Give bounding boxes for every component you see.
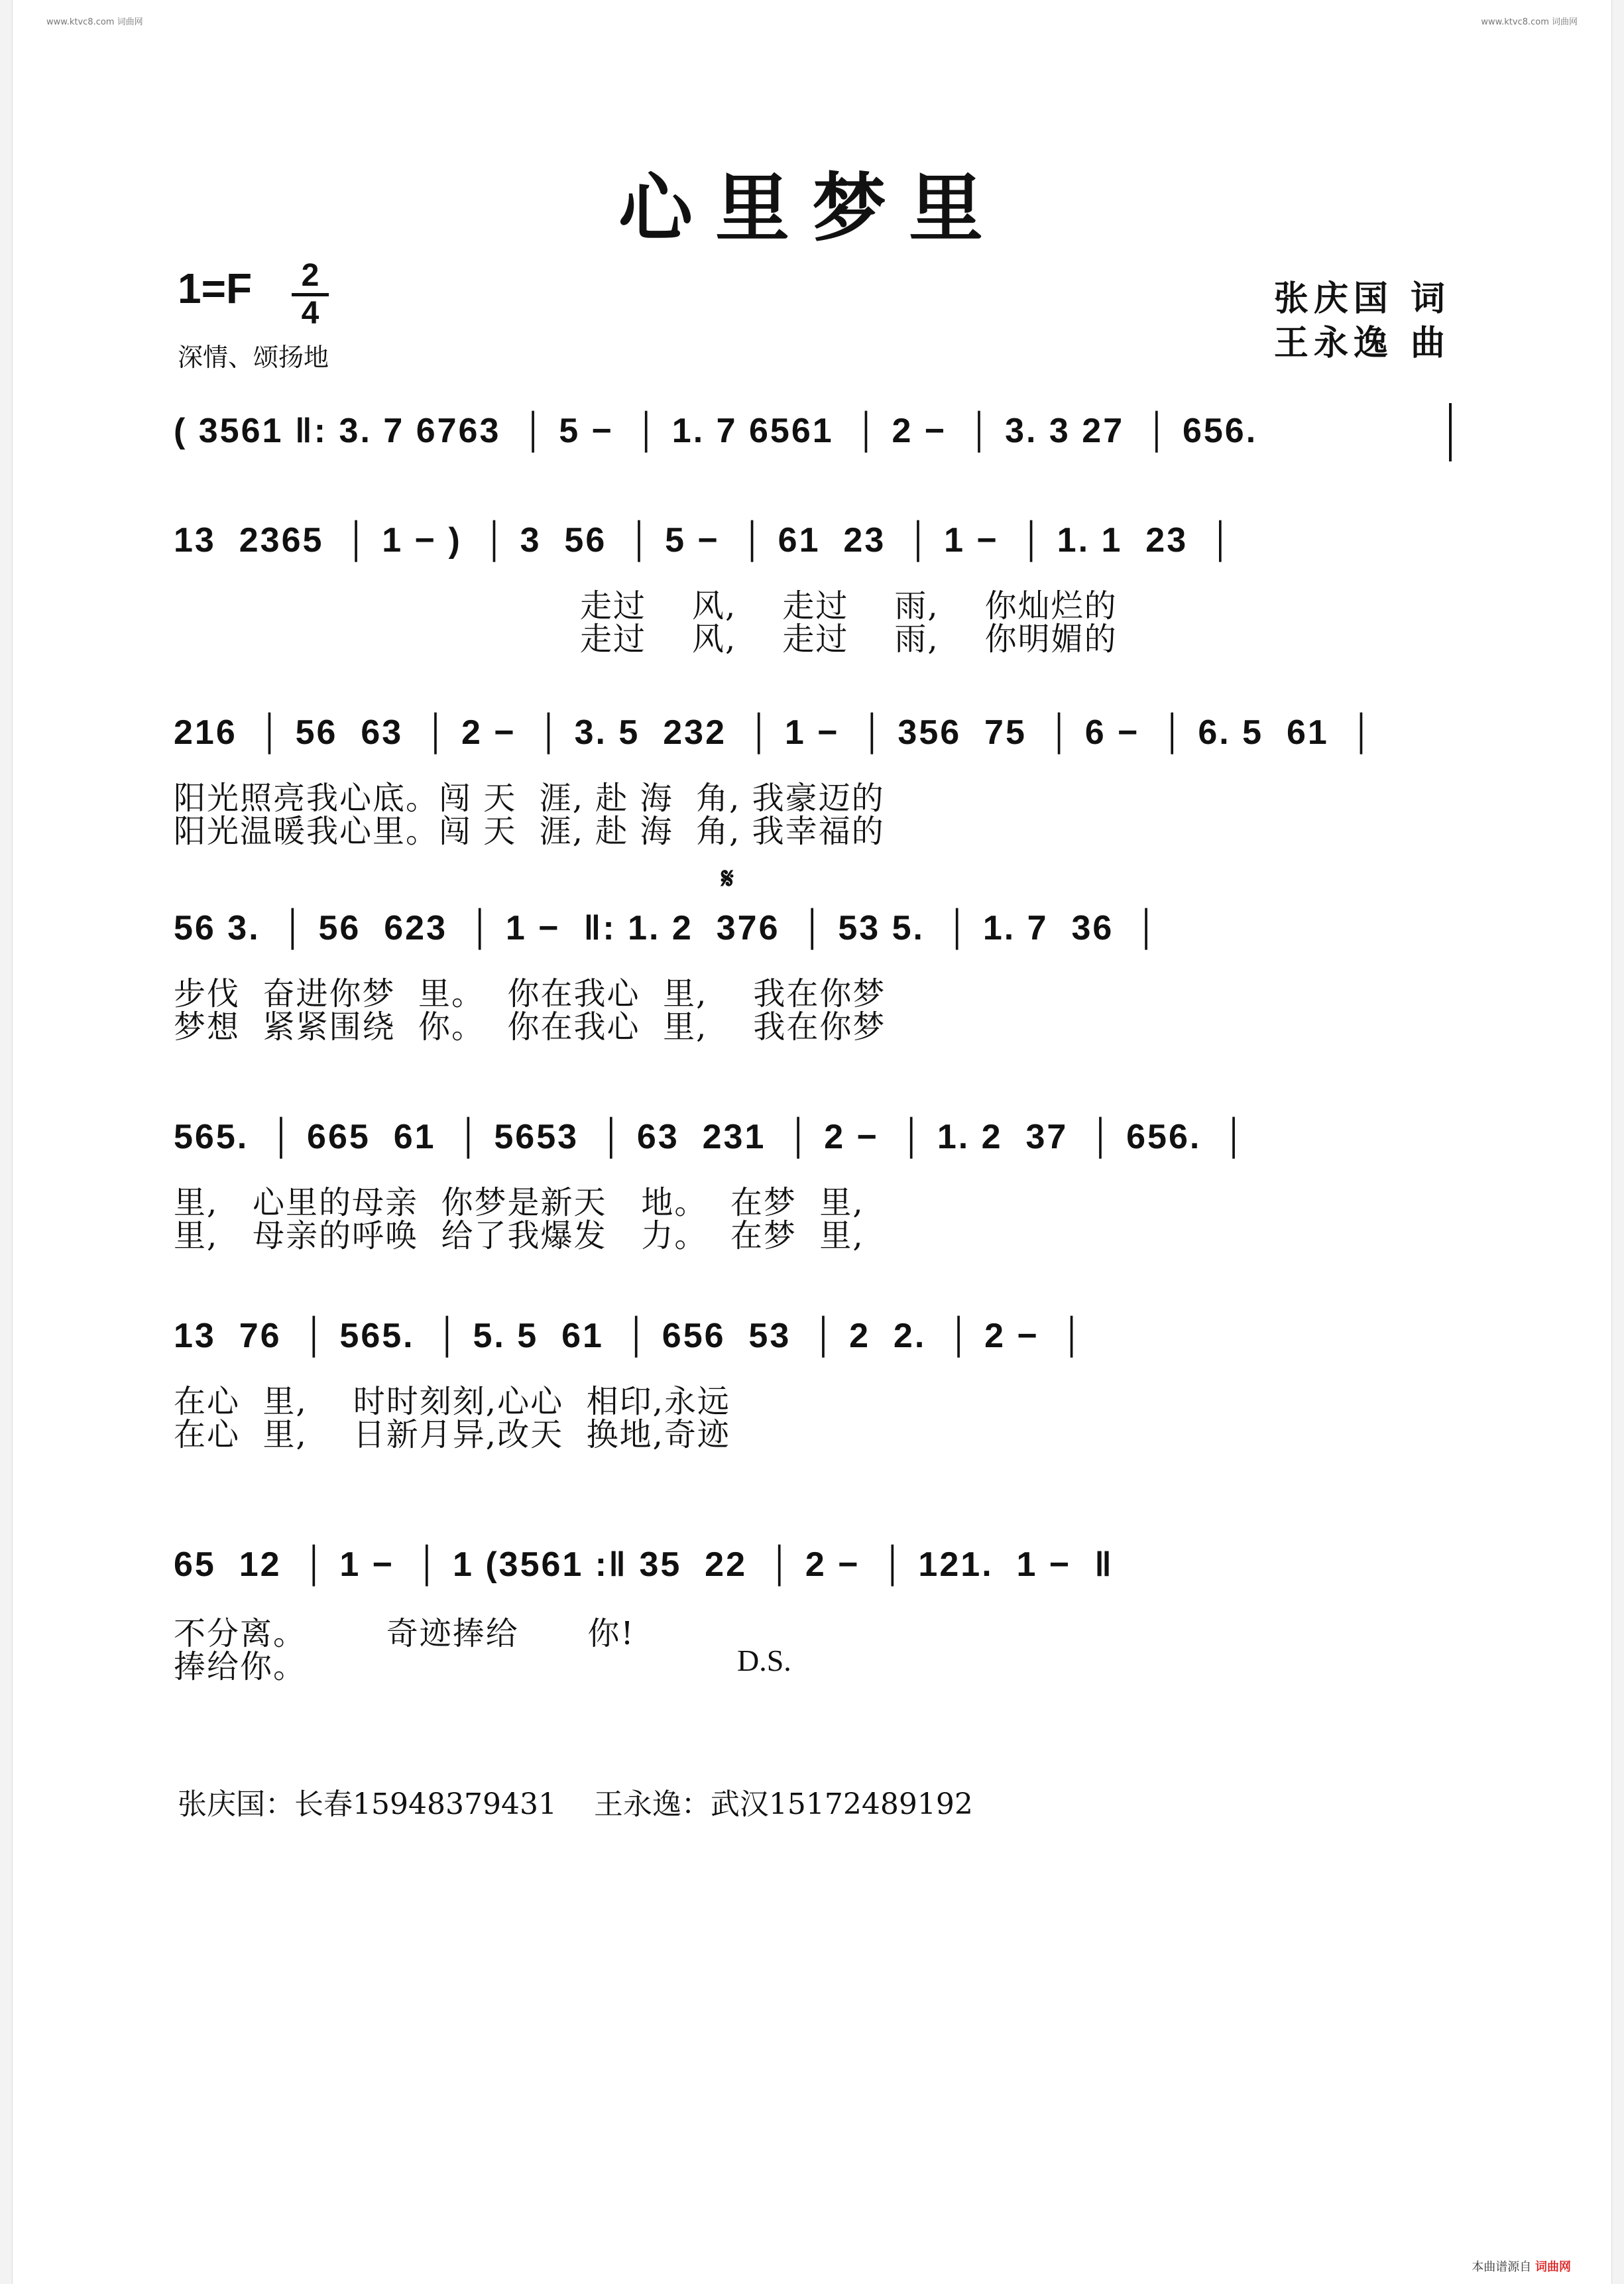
lyricist-credit: 张庆国 词 — [1273, 279, 1450, 319]
score-row-7 — [0, 1532, 1624, 1730]
lyric-verse-2: 在心 里, 日新月异,改天 换地,奇迹 — [174, 1416, 730, 1453]
score-row-5 — [0, 1104, 1624, 1303]
key-signature: 1=F — [178, 265, 253, 312]
notation-line: ( 3561 ‖: 3. 7 6763 │ 5 − │ 1. 7 6561 │ 2 − │ 3. 3 27 │ 656. — [174, 412, 1258, 450]
song-title: 心里梦里 — [618, 165, 1006, 252]
lyric-verse-2: 梦想 紧紧围绕 你。 你在我心 里, 我在你梦 — [174, 1008, 886, 1046]
notation-line: 56 3. │ 56 623 │ 1 − ‖: 1. 2 376 │ 53 5. │ 1. 7 36 │ — [174, 909, 1161, 947]
tempo-marking: 深情、颂扬地 — [178, 343, 329, 372]
lyric-verse-1: 里, 心里的母亲 你梦是新天 地。 在梦 里, — [174, 1184, 864, 1221]
corner-watermark-left: www.ktvc8.com 词曲网 — [46, 17, 143, 27]
score-row-3 — [0, 699, 1624, 898]
corner-watermark-right: www.ktvc8.com 词曲网 — [1481, 17, 1578, 27]
notation-line: 13 2365 │ 1 − ) │ 3 56 │ 5 − │ 61 23 │ 1 − │ 1. 1 23 │ — [174, 521, 1235, 560]
time-signature — [292, 260, 329, 330]
lyric-verse-2: 捧给你。 — [174, 1648, 307, 1685]
source-footer — [1472, 2257, 1571, 2275]
meter-bottom: 4 — [301, 296, 319, 331]
score-row-6 — [0, 1303, 1624, 1502]
notation-line: 65 12 │ 1 − │ 1 (3561 :‖ 35 22 │ 2 − │ 121. 1 − ‖ — [174, 1545, 1114, 1584]
lyric-verse-1: 不分离。 奇迹捧给 你! — [174, 1615, 635, 1652]
score-row-4 — [0, 862, 1624, 1094]
contact-info: 张庆国：长春15948379431 王永逸：武汉15172489192 — [178, 1787, 973, 1821]
end-barline — [1449, 403, 1452, 461]
lyric-verse-1: 步伐 奋进你梦 里。 你在我心 里, 我在你梦 — [174, 975, 886, 1012]
notation-line: 13 76 │ 565. │ 5. 5 61 │ 656 53 │ 2 2. │ 2 − │ — [174, 1317, 1086, 1355]
footer-brand: 词曲网 — [1535, 2260, 1571, 2274]
lyric-verse-2: 阳光温暖我心里。闯 天 涯, 赴 海 角, 我幸福的 — [174, 813, 885, 850]
notation-line: 565. │ 665 61 │ 5653 │ 63 231 │ 2 − │ 1. 2 37 │ 656. │ — [174, 1118, 1248, 1156]
lyric-verse-2: 走过 风, 走过 雨, 你明媚的 — [580, 621, 1118, 658]
meter-top: 2 — [301, 258, 319, 293]
score-row-2 — [0, 507, 1624, 706]
lyric-verse-1: 在心 里, 时时刻刻,心心 相印,永远 — [174, 1383, 730, 1420]
segno-sign: 𝄋 — [721, 862, 734, 896]
lyric-verse-1: 走过 风, 走过 雨, 你灿烂的 — [580, 587, 1118, 625]
lyric-verse-2: 里, 母亲的呼唤 给了我爆发 力。 在梦 里, — [174, 1217, 864, 1254]
ds-marking: D.S. — [737, 1644, 791, 1677]
composer-credit: 王永逸 曲 — [1273, 324, 1450, 363]
footer-text: 本曲谱源自 — [1472, 2260, 1532, 2274]
notation-line: 216 │ 56 63 │ 2 − │ 3. 5 232 │ 1 − │ 356 75 │ 6 − │ 6. 5 61 │ — [174, 713, 1376, 752]
lyric-verse-1: 阳光照亮我心底。闯 天 涯, 赴 海 角, 我豪迈的 — [174, 780, 885, 817]
